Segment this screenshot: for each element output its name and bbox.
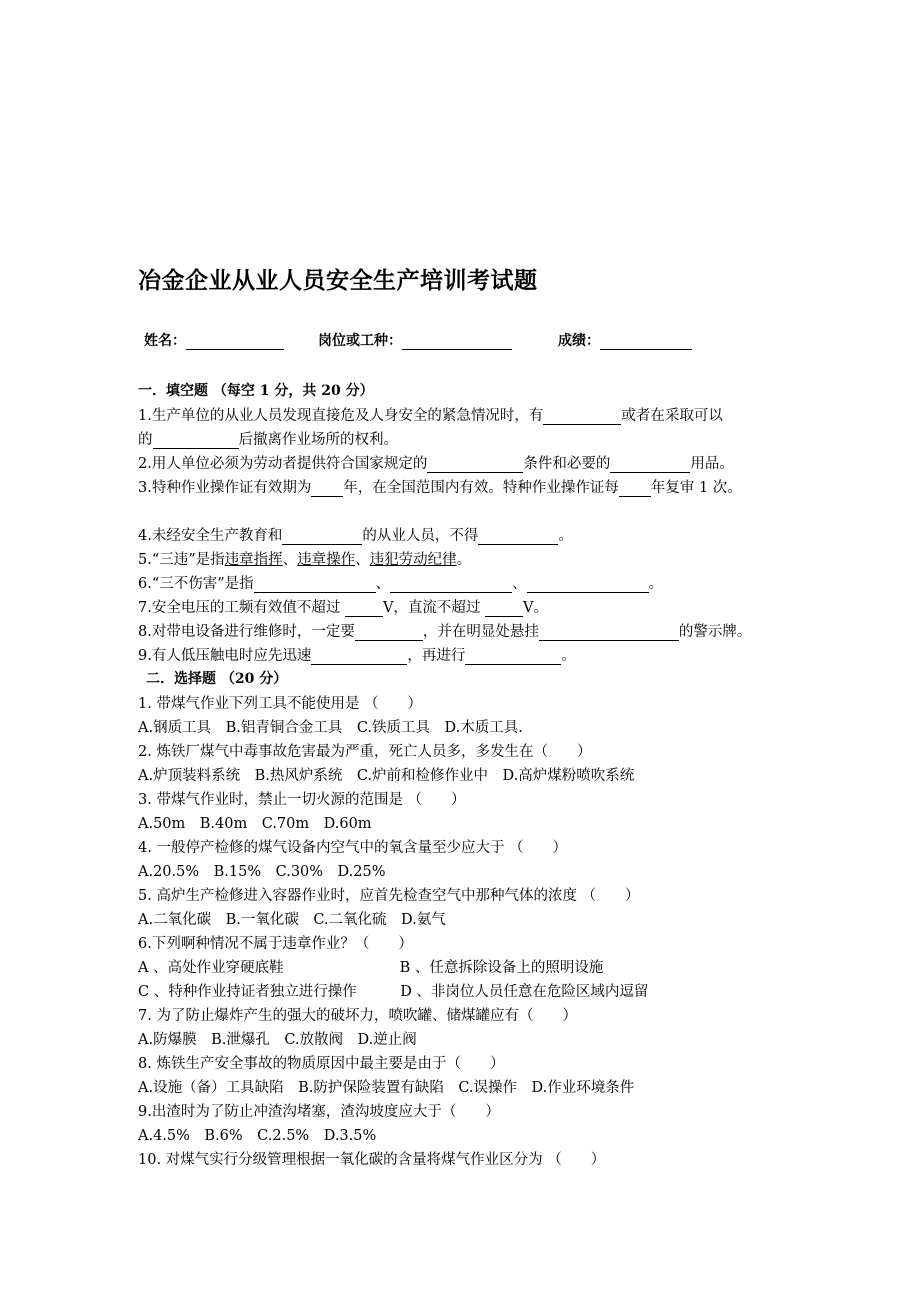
q5-sep-1: 、: [282, 552, 298, 568]
question-9: [138, 644, 576, 665]
q5-text-1: 5.“三违”是指: [138, 552, 225, 568]
name-blank: [186, 333, 284, 350]
mc-line: A.50m B.40m C.70m D.60m: [138, 816, 372, 832]
q1b-text-2: 后撤离作业场所的权利。: [238, 432, 398, 448]
q3-text-1: 3.特种作业操作证有效期为: [138, 480, 312, 496]
q1a-text-1: 1.生产单位的从业人员发现直接危及人身安全的紧急情况时，有: [138, 408, 544, 424]
q5-sep-2: 、: [355, 552, 370, 568]
q6-sep-1: 、: [375, 576, 391, 592]
page-title: 冶金企业从业人员安全生产培训考试题: [138, 268, 538, 294]
blank: [539, 624, 679, 641]
q5-answer-2: 违章操作: [297, 552, 356, 568]
mc-line: A 、高处作业穿硬底鞋 B 、任意拆除设备上的照明设施: [138, 960, 604, 976]
q2-text-2: 条件和必要的: [523, 456, 611, 472]
q9-text-3: 。: [561, 648, 576, 664]
q4-text-1: 4.未经安全生产教育和: [138, 528, 283, 544]
q6-end: 。: [648, 576, 664, 592]
q4-text-2: 的从业人员，不得: [362, 528, 479, 544]
blank: [610, 456, 690, 473]
blank: [311, 480, 343, 497]
mc-line: A.二氧化碳 B.一氧化碳 C.二氧化硫 D.氨气: [138, 912, 446, 928]
question-7: [138, 596, 548, 617]
blank: [527, 576, 649, 593]
blank: [355, 624, 423, 641]
question-1-line-2: [138, 428, 398, 449]
post-label: 岗位或工种：: [318, 333, 402, 349]
q4-text-3: 。: [558, 528, 573, 544]
blank: [619, 480, 651, 497]
score-blank: [600, 333, 692, 350]
mc-line: A.4.5% B.6% C.2.5% D.3.5%: [138, 1128, 377, 1144]
q7-text-2: V，直流不超过: [382, 600, 486, 616]
q6-sep-2: 、: [512, 576, 527, 592]
q8-text-1: 8.对带电设备进行维修时，一定要: [138, 624, 355, 640]
q3-text-3: 年复审 1 次。: [650, 480, 742, 496]
q5-answer-3: 违犯劳动纪律: [369, 552, 457, 568]
mc-line: A.炉顶装料系统 B.热风炉系统 C.炉前和检修作业中 D.高炉煤粉喷吹系统: [138, 768, 635, 784]
q9-text-2: ，再进行: [407, 648, 466, 664]
mc-line: A.钢质工具 B.铝青铜合金工具 C.铁质工具 D.木质工具.: [138, 720, 523, 736]
blank: [153, 432, 239, 449]
mc-line: C 、特种作业持证者独立进行操作 D 、非岗位人员任意在危险区域内逗留: [138, 984, 649, 1000]
blank: [427, 456, 523, 473]
question-5: [138, 548, 471, 569]
blank: [543, 408, 621, 425]
q5-answer-1: 违章指挥: [224, 552, 283, 568]
blank: [465, 648, 561, 665]
name-field: [144, 330, 284, 350]
mc-line: 8. 炼铁生产安全事故的物质原因中最主要是由于（ ）: [138, 1056, 505, 1072]
q5-end: 。: [456, 552, 472, 568]
q2-text-3: 用品。: [690, 456, 734, 472]
post-blank: [402, 333, 512, 350]
mc-line: 1. 带煤气作业下列工具不能使用是 （ ）: [138, 696, 423, 712]
mc-line: 4. 一般停产检修的煤气设备内空气中的氧含量至少应大于 （ ）: [138, 840, 568, 856]
mc-line: 6.下列啊种情况不属于违章作业？（ ）: [138, 936, 413, 952]
q8-text-3: 的警示牌。: [678, 624, 752, 640]
q8-text-2: ，并在明显处悬挂: [422, 624, 539, 640]
question-8: [138, 620, 751, 641]
post-field: [318, 330, 512, 350]
mc-line: 10. 对煤气实行分级管理根据一氧化碳的含量将煤气作业区分为 （ ）: [138, 1152, 606, 1168]
q7-text-3: V。: [523, 600, 549, 616]
question-3: [138, 476, 742, 497]
section-choice-title: 二．选择题 （20 分）: [146, 671, 288, 687]
q1b-text-1: 的: [138, 432, 153, 448]
mc-line: A.防爆膜 B.泄爆孔 C.放散阀 D.逆止阀: [138, 1032, 417, 1048]
blank: [311, 648, 407, 665]
name-label: 姓名：: [144, 333, 186, 349]
blank: [478, 528, 558, 545]
score-field: [558, 330, 692, 350]
question-4: [138, 524, 573, 545]
q9-text-1: 9.有人低压触电时应先迅速: [138, 648, 312, 664]
q6-text-1: 6.“三不伤害”是指: [138, 576, 254, 592]
mc-line: 5. 高炉生产检修进入容器作业时，应首先检查空气中那种气体的浓度 （ ）: [138, 888, 640, 904]
q3-text-2: 年，在全国范围内有效。特种作业操作证每: [343, 480, 619, 496]
question-6: [138, 572, 663, 593]
q7-text-1: 7.安全电压的工频有效值不超过: [138, 600, 345, 616]
mc-line: 2. 炼铁厂煤气中毒事故危害最为严重，死亡人员多，多发生在（ ）: [138, 744, 592, 760]
mc-line: 7. 为了防止爆炸产生的强大的破坏力，喷吹罐、储煤罐应有（ ）: [138, 1008, 577, 1024]
section-fill-in-title: 一．填空题 （每空 1 分，共 20 分）: [138, 383, 374, 399]
question-2: [138, 452, 734, 473]
question-1-line-1: [138, 404, 723, 425]
mc-line: A.设施（备）工具缺陷 B.防护保险装置有缺陷 C.误操作 D.作业环境条件: [138, 1080, 635, 1096]
blank: [254, 576, 376, 593]
q2-text-1: 2.用人单位必须为劳动者提供符合国家规定的: [138, 456, 428, 472]
q1a-text-2: 或者在采取可以: [621, 408, 723, 424]
mc-line: 3. 带煤气作业时，禁止一切火源的范围是 （ ）: [138, 792, 466, 808]
mc-line: 9.出渣时为了防止冲渣沟堵塞，渣沟坡度应大于（ ）: [138, 1104, 500, 1120]
score-label: 成绩：: [558, 333, 600, 349]
blank: [345, 600, 383, 617]
blank: [390, 576, 512, 593]
blank: [282, 528, 362, 545]
mc-line: A.20.5% B.15% C.30% D.25%: [138, 864, 386, 880]
blank: [485, 600, 523, 617]
